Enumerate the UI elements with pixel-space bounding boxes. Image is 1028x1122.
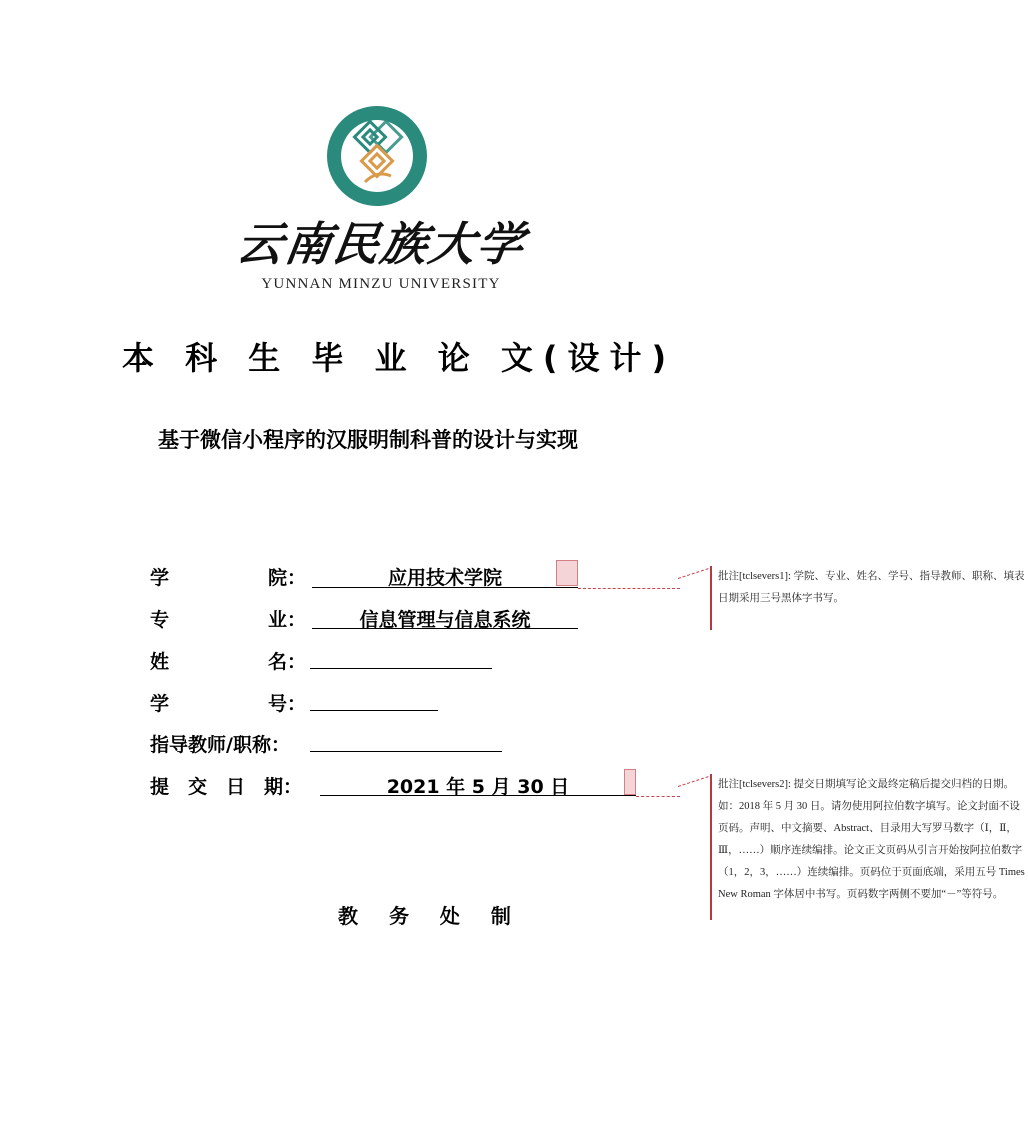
document-type-heading: 本 科 生 毕 业 论 文(设计) [122, 339, 677, 377]
comment-2-text: 批注[tclsevers2]: 提交日期填写论文最终定稿后提交归档的日期。如：2018 年 5 月 30 日。请勿使用阿拉伯数字填写。论文封面不设页码。声明、中文摘要、Abstract、目录用大写罗马数字（Ⅰ，Ⅱ，Ⅲ，……）顺序连续编排。论文正文页码从引言开始按阿拉伯数字（1，2，3，……）连续编排。页码位于页面底端，采用五号 Times New Roman 字体居中书写。页码数字两侧不要加“－”等符号。 [718, 779, 1025, 900]
student-id-label-b: 号： [268, 693, 307, 715]
major-label-a: 专 [150, 609, 170, 631]
comment-1-text: 批注[tclsevers1]: 学院、专业、姓名、学号、指导教师、职称、填表日期采用三号黑体字书写。 [718, 571, 1025, 604]
comment-anchor-marker[interactable] [556, 560, 578, 586]
comment-connector [578, 588, 680, 589]
thesis-title: 基于微信小程序的汉服明制科普的设计与实现 [158, 428, 578, 452]
issuer-text: 教 务 处 制 [338, 904, 523, 928]
major-value[interactable]: 信息管理与信息系统 [359, 609, 531, 631]
date-value[interactable]: 2021 年 5 月 30 日 [386, 776, 570, 798]
college-value[interactable]: 应用技术学院 [387, 567, 502, 589]
date-label: 提 交 日 期： [150, 776, 303, 798]
name-label-a: 姓 [150, 651, 170, 673]
comment-balloon-2[interactable] [710, 774, 1026, 920]
university-name-english: YUNNAN MINZU UNIVERSITY [261, 276, 501, 292]
advisor-underline [310, 751, 502, 752]
comment-balloon-1[interactable] [710, 566, 1026, 630]
college-underline [312, 587, 578, 588]
date-underline [320, 795, 636, 796]
name-underline [310, 668, 492, 669]
university-logo [325, 104, 429, 208]
student-id-label-a: 学 [150, 693, 170, 715]
comment-anchor-marker-2[interactable] [624, 769, 636, 795]
comment-connector-2 [636, 796, 680, 797]
advisor-label: 指导教师/职称： [150, 734, 290, 756]
student-id-underline [310, 710, 438, 711]
university-name-calligraphy: 云南民族大学 [233, 217, 529, 271]
major-label-b: 业： [268, 609, 307, 631]
comment-connector-2-diag [678, 776, 709, 787]
major-underline [312, 628, 578, 629]
college-label-b: 院： [268, 567, 307, 589]
comment-connector-diag [678, 568, 709, 579]
college-label-a: 学 [150, 567, 170, 589]
name-label-b: 名： [268, 651, 307, 673]
